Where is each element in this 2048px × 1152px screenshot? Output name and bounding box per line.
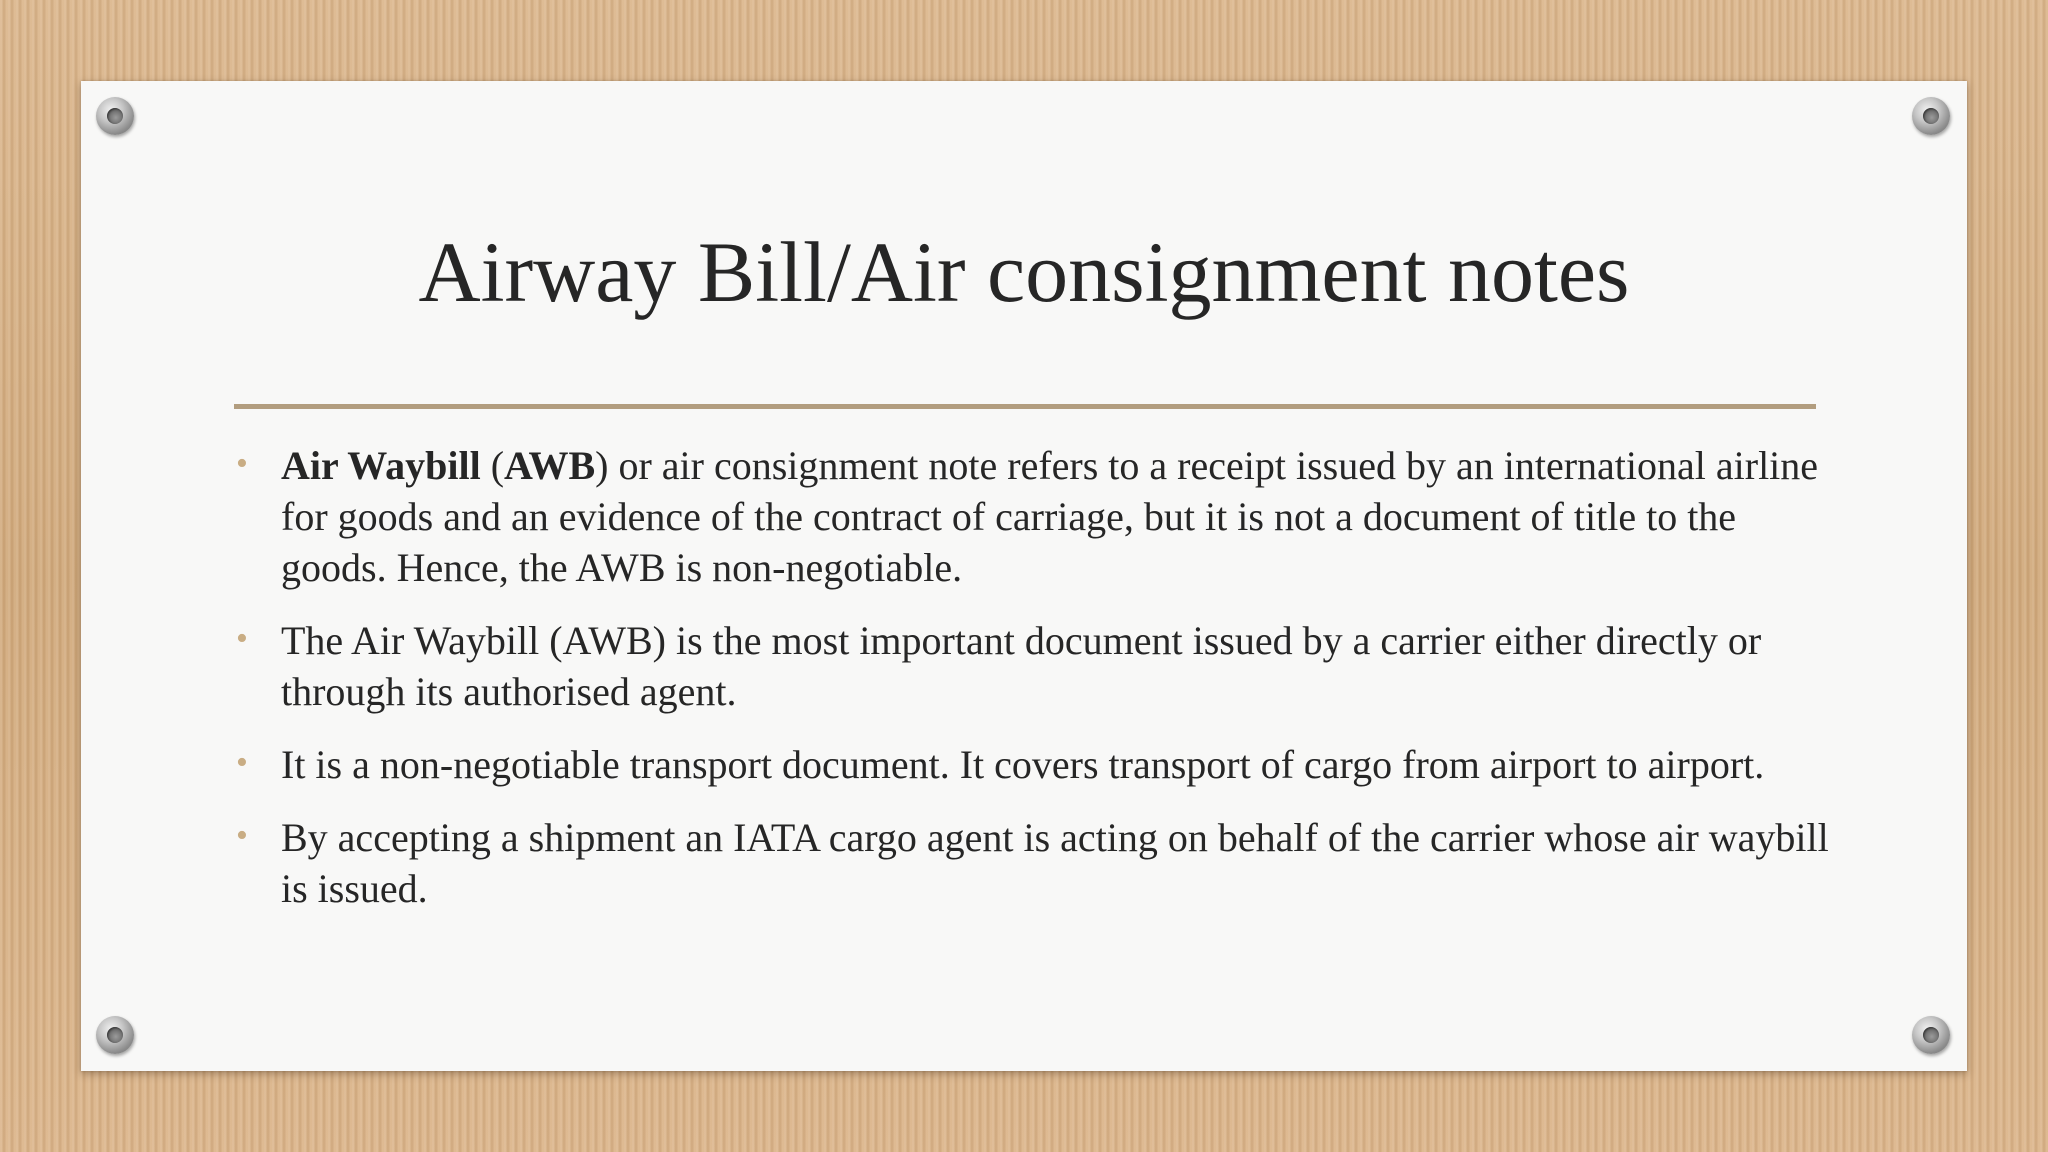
bullet-text: It is a non-negotiable transport document. It covers transport of cargo from airport to airport. [281, 742, 1765, 787]
bullet-text: The Air Waybill (AWB) is the most important document issued by a carrier either directly or through its authorised agent. [281, 618, 1762, 714]
bullet-dot-icon: • [236, 817, 248, 854]
title-divider [234, 404, 1816, 409]
bullet-item [236, 739, 1836, 790]
bullet-item [236, 812, 1836, 914]
bullet-dot-icon: • [236, 445, 248, 482]
grommet-icon [1912, 1016, 1950, 1054]
bullet-term: Air Waybill [281, 443, 481, 488]
bullet-dot-icon: • [236, 744, 248, 781]
bullet-item [236, 615, 1836, 717]
bullet-abbr: AWB [504, 443, 596, 488]
bullet-text: ( [480, 443, 505, 488]
bullet-dot-icon: • [236, 620, 248, 657]
slide-title: Airway Bill/Air consignment notes [418, 224, 1630, 320]
bullet-text: ) or air consignment note refers to a receipt issued by an international airline for goods and an evidence of the contract of carriage, but it is not a document of title to the goods. Hence, the AWB is non-negotiable. [281, 443, 1819, 590]
grommet-icon [96, 97, 134, 135]
grommet-icon [96, 1016, 134, 1054]
bullet-text: By accepting a shipment an IATA cargo agent is acting on behalf of the carrier whose air waybill is issued. [281, 815, 1829, 911]
bullet-list [236, 440, 1836, 936]
bullet-item [236, 440, 1836, 593]
grommet-icon [1912, 97, 1950, 135]
